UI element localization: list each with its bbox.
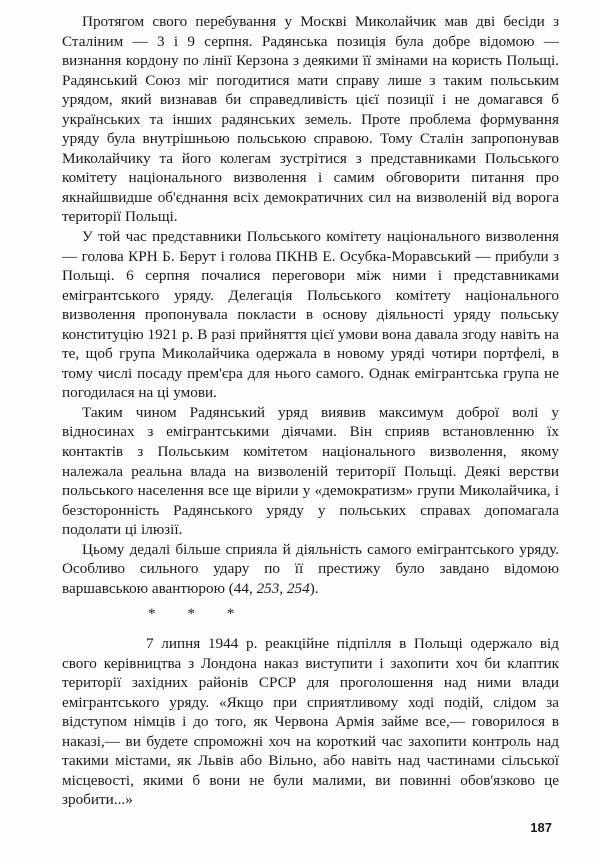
section-separator: * * * xyxy=(148,605,249,622)
section-2-text-block xyxy=(62,634,559,810)
ref-page-253: 253 xyxy=(256,579,280,597)
ref-page-254: 254 xyxy=(286,579,310,597)
ref-sep: , xyxy=(279,579,287,597)
paragraph-4-text: Цьому дедалі більше сприяла й діяльність самого емігрантського уряду. Особливо сильного удару по її престижу було завдано відомою варшавською авантюрою xyxy=(62,540,559,597)
ref-open: (44, xyxy=(224,579,257,597)
main-text-block xyxy=(62,12,559,598)
paragraph-2: У той час представники Польського комітету національного визволення — голова КРН Б. Берут і голова ПКНВ Е. Осубка-Моравський — прибули з Польщі. 6 серпня почалися переговори між ними і представниками емігрантського уряду. Делегація Польського комітету національного визволення пропонувала покласти в основу діяльності уряду польську конституцію 1921 р. В разі прийняття цієї умови вона давала згоду навіть на те, щоб група Миколайчика одержала в новому уряді чотири портфелі, в тому числі посаду прем'єра для нього самого. Однак емігрантська група не погодилася на ці умови. xyxy=(62,228,559,402)
ref-close: ). xyxy=(309,579,319,597)
section-2-paragraph: 7 липня 1944 р. реакційне підпілля в Польщі одержало від свого керівництва з Лондона наказ виступити і захопити хоч би клаптик території західних районів СРСР для проголошення над ними влади емігрантського уряду. «Якщо при сприятливому ході подій, слідом за відступом німців і до того, як Червона Армія займе все,— говорилося в наказі,— ви будете спроможні хоч на короткий час захопити контроль над такими містами, як Львів або Вільно, або навіть над частинами сільської місцевості, якими б вони не були малими, ви повинні обов'язково це зробити...» xyxy=(62,635,559,809)
page-number: 187 xyxy=(530,820,552,835)
paragraph-4 xyxy=(62,540,559,599)
paragraph-3: Таким чином Радянський уряд виявив максимум доброї волі у відносинах з емігрантськими діячами. Він сприяв встановленню їх контактів з Польським комітетом національного визволення, якому належала реальна влада на визволеній території Польщі. Деякі верстви польського населення все ще вірили у «демократизм» групи Миколайчика, і безсторонність Радянського уряду у польських справах допомагала подолати ці ілюзії. xyxy=(62,403,559,539)
paragraph-1: Протягом свого перебування у Москві Миколайчик мав дві бесіди з Сталіним — 3 і 9 серпня. Радянська позиція була добре відомою — визнання кордону по лінії Керзона з деякими її змінами на користь Польщі. Радянський Союз міг погодитися мати справу лише з таким польським урядом, який визнавав би справедливість цієї позиції і не домагався б українських та інших радянських земель. Проте проблема формування уряду була внутрішньою польською справою. Тому Сталін запропонував Миколайчику та його колегам зустрітися з представниками Польського комітету національного визволення і самим обговорити питання про якнайшвидше об'єднання всіх демократичних сил на визволеній від ворога території Польщі. xyxy=(62,13,559,226)
